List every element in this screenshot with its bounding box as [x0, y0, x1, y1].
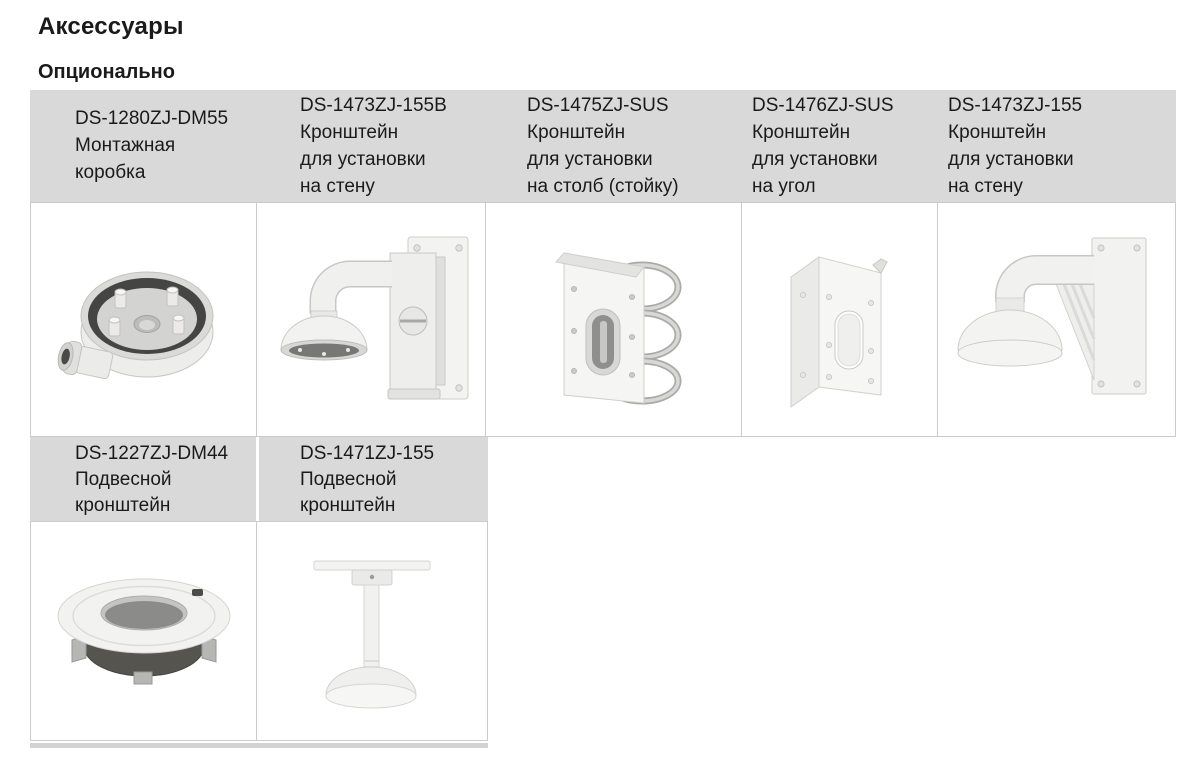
model-number: DS-1476ZJ-SUS [752, 95, 894, 116]
accessory-header-ds-1473zj-155b [300, 92, 447, 200]
model-number: DS-1475ZJ-SUS [527, 95, 669, 116]
junction-box-photo [49, 240, 239, 400]
wall-mount-photo [952, 222, 1162, 417]
page-title: Аксессуары [38, 13, 184, 40]
accessory-header-ds-1475zj-sus [527, 92, 679, 200]
product-cell-ds-1280zj-dm55 [30, 202, 257, 437]
product-cell-ds-1473zj-155 [937, 202, 1176, 437]
description-line: Кронштейн [300, 122, 399, 143]
description-line: коробка [75, 162, 146, 183]
description-line: Подвесной [300, 469, 397, 490]
model-number: DS-1227ZJ-DM44 [75, 443, 229, 464]
accessory-header-ds-1476zj-sus [752, 92, 894, 200]
description-line: Кронштейн [948, 122, 1047, 143]
model-number: DS-1280ZJ-DM55 [75, 108, 229, 129]
section-subtitle: Опционально [38, 61, 175, 83]
description-line: для установки [527, 149, 653, 170]
product-cell-ds-1227zj-dm44 [30, 521, 257, 741]
product-cell-ds-1476zj-sus [741, 202, 938, 437]
description-line: для установки [752, 149, 878, 170]
product-cell-ds-1475zj-sus [485, 202, 742, 437]
description-line: кронштейн [300, 495, 396, 516]
description-line: для установки [300, 149, 426, 170]
description-line: для установки [948, 149, 1074, 170]
in-ceiling-mount-photo [46, 556, 241, 706]
product-cell-ds-1471zj-155 [256, 521, 488, 741]
pendant-mount-photo [302, 541, 442, 721]
accessory-header-ds-1227zj-dm44 [75, 441, 228, 519]
description-line: Кронштейн [527, 122, 626, 143]
model-number: DS-1473ZJ-155B [300, 95, 447, 116]
model-number: DS-1471ZJ-155 [300, 443, 435, 464]
accessory-header-ds-1280zj-dm55 [75, 105, 228, 186]
accessory-header-ds-1471zj-155 [300, 441, 434, 519]
corner-mount-photo [775, 225, 905, 415]
description-line: Монтажная [75, 135, 176, 156]
table2-bottom-border [30, 743, 488, 748]
model-number: DS-1473ZJ-155 [948, 95, 1083, 116]
description-line: кронштейн [75, 495, 171, 516]
accessory-header-ds-1473zj-155 [948, 92, 1082, 200]
wall-mount-with-box-photo [262, 217, 480, 422]
description-line: на стену [948, 176, 1023, 197]
description-line: Подвесной [75, 469, 172, 490]
pole-mount-photo [514, 225, 714, 415]
description-line: на стену [300, 176, 375, 197]
description-line: на угол [752, 176, 816, 197]
product-cell-ds-1473zj-155b [256, 202, 486, 437]
description-line: Кронштейн [752, 122, 851, 143]
description-line: на столб (стойку) [527, 176, 679, 197]
